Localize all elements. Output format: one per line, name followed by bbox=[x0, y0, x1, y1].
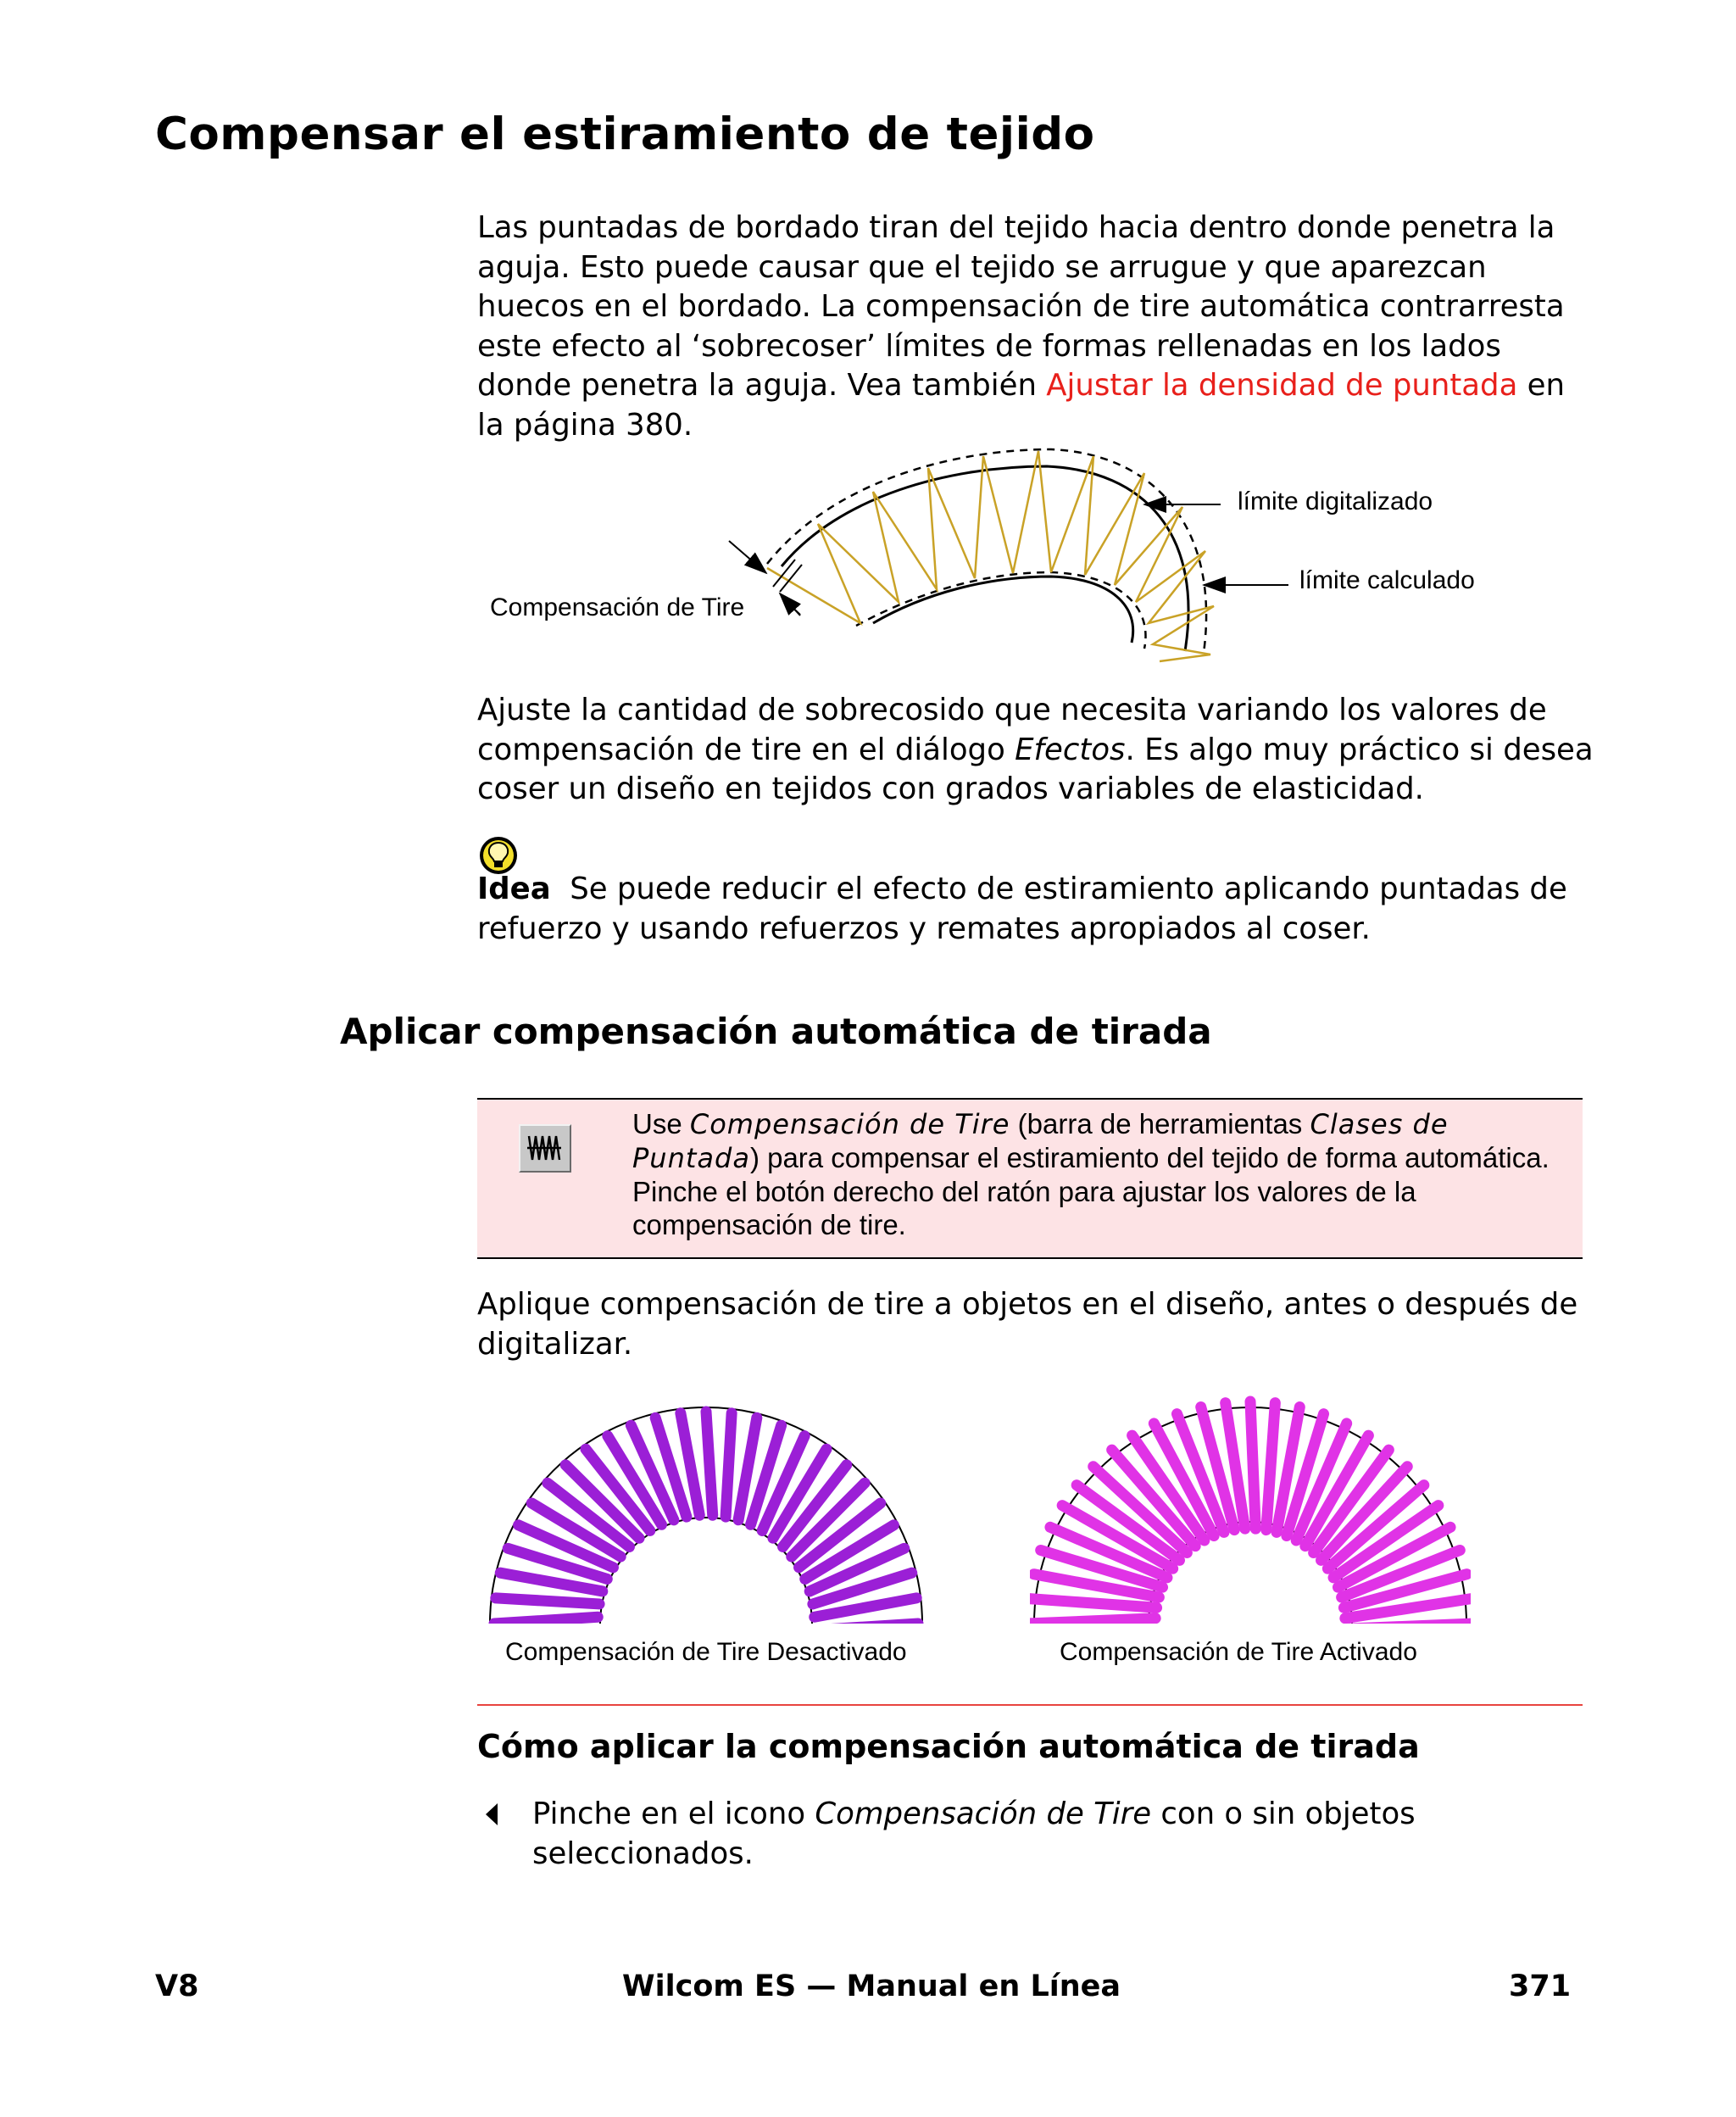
stitch-spoke bbox=[1030, 1599, 1157, 1608]
intro-paragraph bbox=[477, 209, 1596, 445]
tool-rest-text: ) para compensar el estiramiento del tejido de forma automática. Pinche el botón derecho del ratón para ajustar los valores de la compensación de tire. bbox=[632, 1142, 1550, 1240]
stitch-zigzag bbox=[767, 451, 1214, 661]
toolbar-name: Clases de Puntada bbox=[632, 1108, 1449, 1174]
pull-compensation-diagram bbox=[475, 432, 1577, 670]
tip-label: Idea bbox=[477, 872, 551, 906]
procedure-step bbox=[532, 1795, 1465, 1874]
step-text-end: con o sin objetos seleccionados. bbox=[532, 1797, 1416, 1871]
procedure-heading: Cómo aplicar la compensación automática de tirada bbox=[477, 1728, 1420, 1765]
sample-off-label: Compensación de Tire Desactivado bbox=[505, 1638, 907, 1666]
density-link[interactable]: Ajustar la densidad de puntada bbox=[1046, 368, 1518, 403]
apply-paragraph: Aplique compensación de tire a objetos en el diseño, antes o después de digitalizar. bbox=[477, 1287, 1578, 1362]
footer-version: V8 bbox=[155, 1969, 199, 2003]
intro-text: Las puntadas de bordado tiran del tejido hacia dentro donde penetra la aguja. Esto puede causar que el tejido se arrugue y que aparezcan huecos en el bordado. La compensación de tire automática contrarresta este efecto al ‘sobrecoser’ límites de formas rellenadas en los lados donde penetra la aguja. Vea también bbox=[477, 210, 1565, 403]
stitch-spoke bbox=[1266, 1403, 1276, 1530]
sample-on-image bbox=[1030, 1395, 1471, 1624]
footer-title: Wilcom ES — Manual en Línea bbox=[622, 1969, 1121, 2003]
stitch-spoke bbox=[726, 1413, 732, 1517]
stitch-spoke bbox=[494, 1617, 598, 1624]
tool-description bbox=[632, 1107, 1573, 1241]
tool-name: Compensación de Tire bbox=[689, 1108, 1010, 1140]
stitches-on bbox=[1030, 1401, 1471, 1624]
stitch-spoke bbox=[1030, 1618, 1155, 1624]
digitized-outer-boundary bbox=[782, 466, 1188, 651]
label-pull-compensation: Compensación de Tire bbox=[490, 593, 745, 621]
step-tool-name: Compensación de Tire bbox=[815, 1797, 1152, 1831]
stitch-spoke bbox=[706, 1412, 713, 1515]
digitized-inner-boundary bbox=[873, 577, 1133, 643]
stitch-lines bbox=[767, 451, 1214, 661]
adjust-paragraph bbox=[477, 691, 1596, 810]
effects-dialog-name: Efectos bbox=[1015, 732, 1126, 767]
adjust-text: Ajuste la cantidad de sobrecosido que necesita variando los valores de compensación de tire en el diálogo bbox=[477, 693, 1547, 767]
step-text: Pinche en el icono bbox=[532, 1797, 815, 1831]
pull-compensation-icon[interactable] bbox=[519, 1124, 571, 1173]
tip-text: Se puede reducir el efecto de estiramiento aplicando puntadas de refuerzo y usando refuerzos y remates apropiados al coser. bbox=[477, 872, 1567, 946]
page-title: Compensar el estiramiento de tejido bbox=[155, 109, 1095, 160]
section-divider bbox=[477, 1704, 1583, 1706]
sample-off-image bbox=[483, 1395, 932, 1624]
stitch-spoke bbox=[496, 1598, 599, 1604]
label-calculated-boundary: límite calculado bbox=[1299, 566, 1475, 594]
stitch-spoke bbox=[1250, 1401, 1255, 1529]
tool-use-text: Use bbox=[632, 1108, 690, 1139]
tool-mid-text: (barra de herramientas bbox=[1010, 1108, 1310, 1139]
section-heading: Aplicar compensación automática de tirada bbox=[340, 1011, 1212, 1052]
sample-on-label: Compensación de Tire Activado bbox=[1060, 1638, 1417, 1666]
footer-page-number: 371 bbox=[1509, 1969, 1572, 2003]
intro-text-end: en la página 380. bbox=[477, 368, 1565, 443]
adjust-text-end: . Es algo muy práctico si desea coser un diseño en tejidos con grados variables de elasticidad. bbox=[477, 732, 1594, 806]
tip-paragraph bbox=[477, 870, 1596, 949]
step-bullet-icon bbox=[486, 1803, 498, 1825]
label-digitized-boundary: límite digitalizado bbox=[1238, 487, 1433, 515]
